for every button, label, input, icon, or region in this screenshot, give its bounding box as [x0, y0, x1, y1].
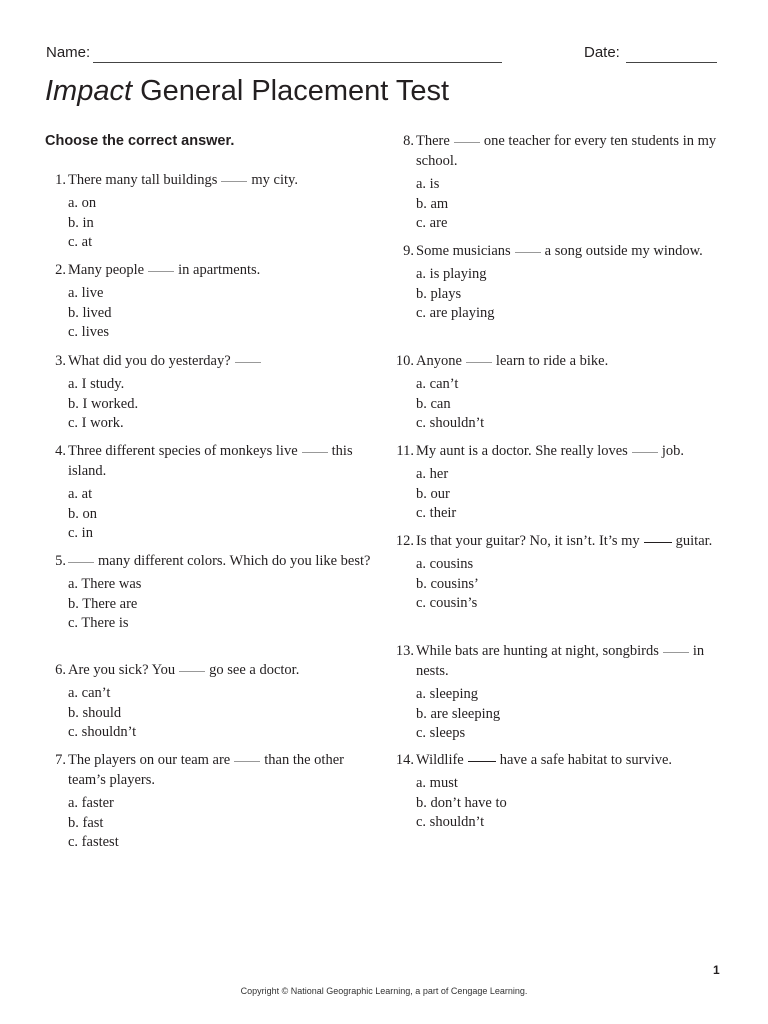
question-7	[46, 750, 376, 853]
option-c[interactable]: c. are playing	[416, 305, 495, 322]
question-text-after: in apartments.	[178, 262, 261, 278]
question-8	[394, 131, 730, 234]
option-b[interactable]: b. cousins’	[416, 575, 479, 592]
option-b[interactable]: b. There are	[68, 595, 138, 612]
question-text-after: than the other team’s players.	[68, 752, 344, 788]
question-number: 2.	[55, 262, 66, 278]
page-number: 1	[713, 963, 720, 977]
question-number: 9.	[403, 243, 414, 259]
option-a[interactable]: a. is playing	[416, 266, 487, 282]
answer-blank	[644, 541, 672, 543]
name-field-row	[46, 44, 726, 64]
question-text: Some musicians	[416, 243, 511, 259]
option-a[interactable]: a. is	[416, 176, 440, 192]
option-a[interactable]: a. can’t	[68, 685, 111, 701]
option-c[interactable]: c. There is	[68, 615, 129, 632]
option-b[interactable]: b. I worked.	[68, 395, 139, 412]
question-10	[394, 351, 730, 434]
question-number: 5.	[55, 553, 66, 569]
answer-blank	[179, 670, 205, 672]
option-b[interactable]: b. lived	[68, 304, 112, 321]
question-11	[394, 441, 730, 524]
option-b[interactable]: b. should	[68, 704, 122, 721]
option-c[interactable]: c. I work.	[68, 415, 124, 432]
name-input-line[interactable]	[93, 62, 502, 63]
question-2	[46, 260, 376, 343]
option-b[interactable]: b. are sleeping	[416, 705, 501, 722]
option-a[interactable]: a. I study.	[68, 376, 125, 392]
option-b[interactable]: b. fast	[68, 814, 104, 831]
option-a[interactable]: a. sleeping	[416, 686, 479, 702]
question-number: 4.	[55, 443, 66, 459]
option-b[interactable]: b. can	[416, 395, 451, 412]
option-a[interactable]: a. cousins	[416, 556, 474, 572]
instruction-heading: Choose the correct answer.	[45, 133, 235, 149]
question-number: 6.	[55, 662, 66, 678]
question-text-after: my city.	[251, 172, 298, 188]
question-text: There	[416, 133, 450, 149]
question-text-after: job.	[661, 443, 684, 459]
answer-blank	[468, 760, 496, 762]
option-b[interactable]: b. am	[416, 195, 449, 212]
question-text: Is that your guitar? No, it isn’t. It’s my	[416, 533, 640, 549]
question-text: Three different species of monkeys live	[68, 443, 298, 459]
question-text-after: guitar.	[675, 533, 713, 549]
option-a[interactable]: a. must	[416, 775, 458, 791]
question-text-after: many different colors. Which do you like best?	[98, 553, 371, 569]
page-title	[45, 75, 449, 108]
option-b[interactable]: b. plays	[416, 285, 462, 302]
question-text: What did you do yesterday?	[68, 353, 231, 369]
answer-blank	[632, 451, 658, 453]
option-b[interactable]: b. in	[68, 214, 94, 231]
answer-blank	[515, 251, 541, 253]
option-c[interactable]: c. fastest	[68, 834, 119, 851]
question-4	[46, 441, 376, 544]
question-text-after: go see a doctor.	[209, 662, 300, 678]
option-a[interactable]: a. There was	[68, 576, 142, 592]
option-c[interactable]: c. shouldn’t	[416, 814, 485, 831]
title-brand: Impact	[45, 75, 133, 107]
option-b[interactable]: b. on	[68, 505, 97, 522]
question-text: The players on our team are	[68, 752, 231, 768]
question-13	[394, 641, 730, 744]
question-text: While bats are hunting at night, songbirds	[416, 643, 659, 659]
option-c[interactable]: c. lives	[68, 324, 110, 341]
date-input-line[interactable]	[626, 62, 717, 63]
question-number: 11.	[396, 443, 414, 459]
date-label: Date:	[584, 44, 620, 61]
question-text-after: have a safe habitat to survive.	[499, 752, 673, 768]
question-9	[394, 241, 730, 324]
question-12	[394, 531, 730, 614]
answer-blank	[302, 451, 328, 453]
question-text-after: one teacher for every ten students in my school.	[416, 133, 717, 169]
answer-blank	[235, 361, 261, 363]
question-text: There many tall buildings	[68, 172, 218, 188]
option-c[interactable]: c. in	[68, 525, 93, 542]
option-a[interactable]: a. faster	[68, 795, 114, 811]
answer-blank	[68, 561, 94, 563]
question-number: 14.	[395, 752, 414, 768]
question-14	[394, 750, 730, 833]
question-1	[46, 170, 376, 253]
answer-blank	[466, 361, 492, 363]
option-a[interactable]: a. on	[68, 195, 97, 211]
option-c[interactable]: c. cousin’s	[416, 595, 478, 612]
answer-blank	[234, 760, 260, 762]
question-text-after: in nests.	[416, 643, 705, 679]
option-c[interactable]: c. at	[68, 234, 93, 251]
copyright-notice: Copyright © National Geographic Learning, a part of Cengage Learning.	[240, 986, 528, 996]
option-c[interactable]: c. their	[416, 505, 457, 522]
question-number: 7.	[55, 752, 66, 768]
option-b[interactable]: b. our	[416, 485, 450, 502]
name-label: Name:	[46, 44, 91, 61]
question-5	[46, 551, 376, 634]
option-c[interactable]: c. shouldn’t	[68, 724, 137, 741]
answer-blank	[663, 651, 689, 653]
title-text: General Placement Test	[140, 75, 450, 107]
question-6	[46, 660, 376, 743]
option-a[interactable]: a. her	[416, 466, 449, 482]
option-a[interactable]: a. at	[68, 486, 93, 502]
question-text: Anyone	[416, 353, 462, 369]
question-text: My aunt is a doctor. She really loves	[416, 443, 628, 459]
question-text: Are you sick? You	[68, 662, 176, 678]
question-number: 3.	[55, 353, 66, 369]
question-number: 8.	[403, 133, 414, 149]
question-text-after: this island.	[68, 443, 353, 479]
answer-blank	[454, 141, 480, 143]
question-number: 10.	[395, 353, 414, 369]
option-c[interactable]: c. are	[416, 215, 448, 232]
question-text: Many people	[68, 262, 145, 278]
option-b[interactable]: b. don’t have to	[416, 794, 507, 811]
question-number: 1.	[55, 172, 66, 188]
answer-blank	[148, 270, 174, 272]
question-text-after: learn to ride a bike.	[495, 353, 609, 369]
question-number: 12.	[395, 533, 414, 549]
option-a[interactable]: a. live	[68, 285, 104, 301]
question-text: Wildlife	[416, 752, 464, 768]
question-text-after: a song outside my window.	[544, 243, 703, 259]
option-c[interactable]: c. shouldn’t	[416, 415, 485, 432]
option-c[interactable]: c. sleeps	[416, 725, 466, 742]
question-number: 13.	[395, 643, 414, 659]
option-a[interactable]: a. can’t	[416, 376, 459, 392]
answer-blank	[221, 180, 247, 182]
question-3	[46, 351, 376, 434]
